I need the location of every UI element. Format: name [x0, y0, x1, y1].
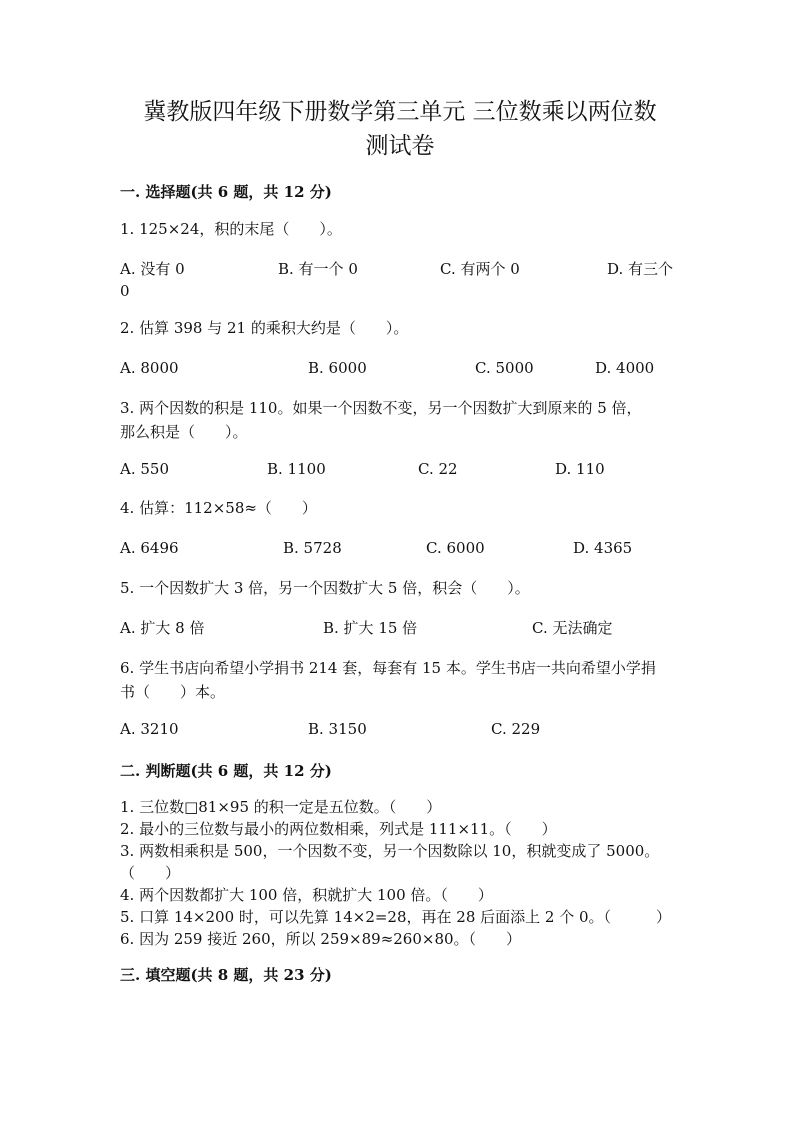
option-d-continued: 0	[120, 282, 130, 300]
option-c: C. 22	[418, 460, 458, 478]
page-title	[100, 95, 700, 163]
option-c: C. 5000	[475, 359, 534, 377]
option-b: B. 3150	[308, 720, 367, 738]
true-false-item-2: 2. 最小的三位数与最小的两位数相乘，列式是 111×11。（ ）	[120, 820, 557, 838]
option-a: A. 8000	[120, 359, 179, 377]
question-4: 4. 估算：112×58≈（ ）	[120, 499, 317, 517]
title-line-1: 冀教版四年级下册数学第三单元 三位数乘以两位数	[143, 99, 657, 125]
section-heading-true-false: 二. 判断题(共 6 题，共 12 分)	[120, 762, 332, 780]
question-3-options	[120, 457, 680, 481]
question-1-options	[120, 257, 680, 305]
option-b: B. 1100	[267, 460, 326, 478]
question-1: 1. 125×24，积的末尾（ ）。	[120, 220, 342, 238]
option-d: D. 4000	[595, 359, 655, 377]
section-heading-fill-blank: 三. 填空题(共 8 题，共 23 分)	[120, 966, 332, 984]
true-false-item-3: 3. 两数相乘积是 500，一个因数不变，另一个因数除以 10，积就变成了 5000。	[120, 842, 660, 860]
question-4-options	[120, 536, 680, 560]
option-b: B. 5728	[283, 539, 342, 557]
option-a: A. 6496	[120, 539, 179, 557]
question-6-line-2: 书（ ）本。	[120, 683, 226, 701]
question-3	[120, 396, 642, 444]
true-false-item-5: 5. 口算 14×200 时，可以先算 14×2=28，再在 28 后面添上 2 个 0。（ ）	[120, 908, 672, 926]
true-false-item-1: 1. 三位数□81×95 的积一定是五位数。（ ）	[120, 798, 442, 816]
option-b: B. 扩大 15 倍	[323, 619, 418, 637]
title-line-2: 测试卷	[365, 133, 435, 159]
option-d: D. 110	[555, 460, 605, 478]
option-c: C. 6000	[426, 539, 485, 557]
option-b: B. 有一个 0	[278, 260, 358, 278]
true-false-item-6: 6. 因为 259 接近 260，所以 259×89≈260×80。（ ）	[120, 930, 522, 948]
question-2: 2. 估算 398 与 21 的乘积大约是（ ）。	[120, 319, 409, 337]
true-false-item-3-continued: （ ）	[120, 864, 181, 882]
question-5-options	[120, 616, 680, 640]
option-c: C. 有两个 0	[440, 260, 520, 278]
option-d: D. 有三个	[607, 260, 674, 278]
question-6	[120, 656, 656, 704]
section-heading-choice: 一. 选择题(共 6 题，共 12 分)	[120, 183, 332, 201]
option-c: C. 无法确定	[532, 619, 613, 637]
option-b: B. 6000	[308, 359, 367, 377]
question-3-line-1: 3. 两个因数的积是 110。如果一个因数不变，另一个因数扩大到原来的 5 倍，	[120, 399, 642, 417]
option-c: C. 229	[491, 720, 541, 738]
question-6-line-1: 6. 学生书店向希望小学捐书 214 套，每套有 15 本。学生书店一共向希望小学捐	[120, 659, 656, 677]
true-false-item-4: 4. 两个因数都扩大 100 倍，积就扩大 100 倍。（ ）	[120, 886, 493, 904]
option-a: A. 3210	[120, 720, 179, 738]
option-d: D. 4365	[573, 539, 633, 557]
option-a: A. 没有 0	[120, 260, 185, 278]
question-5: 5. 一个因数扩大 3 倍，另一个因数扩大 5 倍，积会（ ）。	[120, 579, 530, 597]
question-2-options	[120, 356, 680, 380]
option-a: A. 550	[120, 460, 169, 478]
option-a: A. 扩大 8 倍	[120, 619, 205, 637]
question-3-line-2: 那么积是（ ）。	[120, 423, 248, 441]
question-6-options	[120, 717, 680, 741]
